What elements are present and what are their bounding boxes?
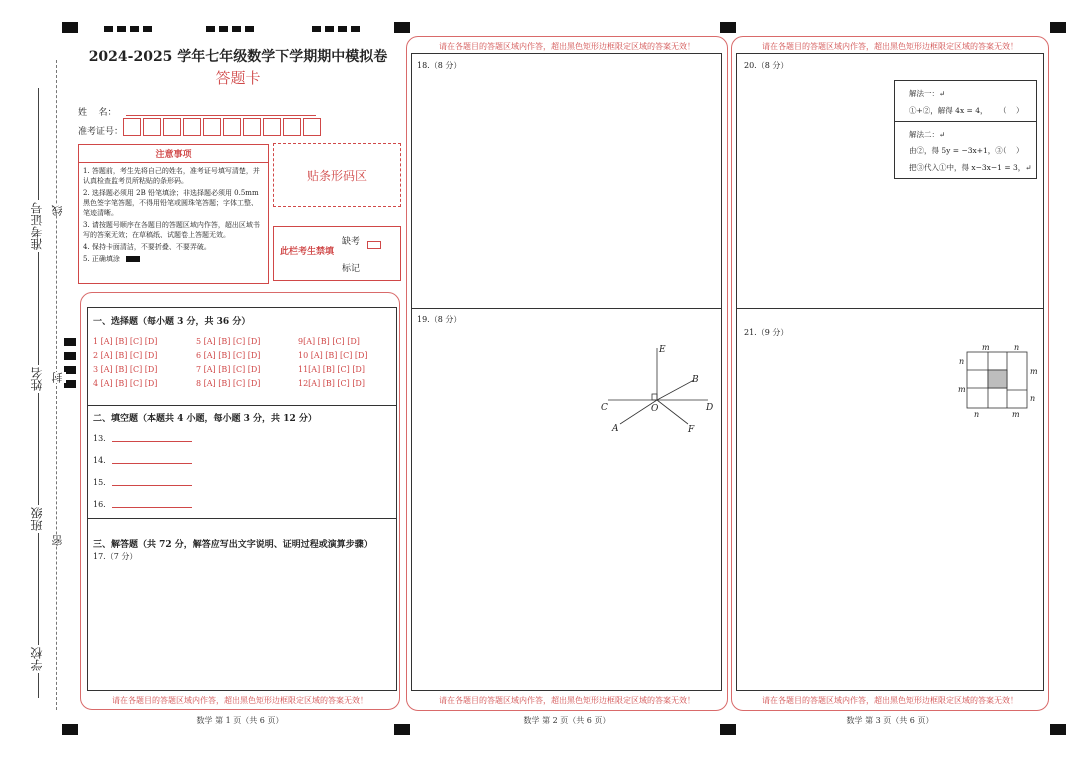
absent-box	[273, 226, 401, 281]
method1-line: ①+②，解得 4x = 4，	[909, 106, 988, 115]
point-label-d: D	[706, 403, 714, 413]
absent-label: 缺考	[342, 237, 361, 247]
solution-box	[894, 80, 1037, 179]
method2-blank[interactable]: （ ）	[999, 146, 1024, 155]
side-label-secret: 密	[51, 535, 64, 546]
choice-item[interactable]: 7 [A] [B] [C] [D]	[196, 365, 261, 374]
point-label-a: A	[612, 424, 619, 434]
fill-number: 13.	[93, 434, 106, 443]
method2-line1: 由②，得 5y = −3x+1，③	[909, 146, 1003, 155]
point-label-e: E	[659, 345, 666, 355]
page2-warning-top: 请在各题目的答题区域内作答，超出黑色矩形边框限定区域的答案无效！	[439, 42, 695, 51]
side-label-n: n	[1030, 394, 1036, 403]
side-label-school: 学校	[30, 647, 44, 671]
fill-number: 15.	[93, 478, 106, 487]
notice-item: 1. 答题前，考生先将自己的姓名，准考证号填写清楚，并认真检查监考员所粘贴的条形码。	[83, 167, 260, 185]
question-19-label: 19.（8 分）	[417, 315, 462, 324]
fill-answer-line[interactable]	[112, 441, 192, 442]
choice-item[interactable]: 1 [A] [B] [C] [D]	[93, 337, 158, 346]
fill-answer-line[interactable]	[112, 463, 192, 464]
page2-warning-bottom: 请在各题目的答题区域内作答，超出黑色矩形边框限定区域的答案无效！	[439, 696, 695, 705]
choice-item[interactable]: 11[A] [B] [C] [D]	[298, 365, 365, 374]
page1-warning: 请在各题目的答题区域内作答，超出黑色矩形边框限定区域的答案无效！	[112, 696, 368, 705]
section3-title: 三、解答题（共 72 分，解答应写出文字说明、证明过程或演算步骤）	[93, 540, 373, 550]
point-label-c: C	[601, 403, 608, 413]
fill-number: 16.	[93, 500, 106, 509]
method2-title: 解法二：↵	[909, 130, 946, 139]
section1-title: 一、选择题（每小题 3 分，共 36 分）	[93, 317, 251, 327]
square-diagram	[955, 340, 1043, 422]
angle-diagram	[590, 338, 720, 438]
name-label: 姓 名：	[78, 108, 117, 118]
page3-warning-bottom: 请在各题目的答题区域内作答，超出黑色矩形边框限定区域的答案无效！	[762, 696, 1018, 705]
section-divider	[87, 405, 397, 406]
section2-title: 二、填空题（本题共 4 小题，每小题 3 分，共 12 分）	[93, 414, 317, 424]
question-17-label: 17.（7 分）	[93, 552, 138, 561]
side-label-m: m	[982, 343, 990, 352]
side-label-n: n	[959, 357, 965, 366]
side-label-name: 姓名	[30, 367, 44, 391]
side-label-n: n	[974, 410, 980, 419]
side-label-m: m	[1012, 410, 1020, 419]
correct-fill-sample	[126, 256, 140, 262]
choice-item[interactable]: 3 [A] [B] [C] [D]	[93, 365, 158, 374]
side-label-n: n	[1014, 343, 1020, 352]
q17-answer-area[interactable]	[88, 562, 396, 690]
choice-item[interactable]: 8 [A] [B] [C] [D]	[196, 379, 261, 388]
question-21-label: 21.（9 分）	[744, 328, 789, 337]
side-label-seal: 封	[51, 372, 64, 383]
side-label-class: 班级	[30, 507, 44, 531]
choice-item[interactable]: 10 [A] [B] [C] [D]	[298, 351, 368, 360]
notice-item: 3. 请按题号顺序在各题目的答题区域内作答，超出区域书写的答案无效；在草稿纸、试题卷上答题无效。	[83, 221, 260, 239]
choice-item[interactable]: 9[A] [B] [C] [D]	[298, 337, 360, 346]
q18-box[interactable]	[411, 53, 722, 309]
choice-item[interactable]: 5 [A] [B] [C] [D]	[196, 337, 261, 346]
absent-label-mark: 标记	[342, 264, 361, 274]
page2-footer: 数学 第 2 页（共 6 页）	[523, 716, 611, 725]
section-divider	[87, 518, 397, 519]
notice-item: 5. 正确填涂	[83, 255, 120, 263]
notice-item: 4. 保持卡面清洁，不要折叠、不要弄破。	[83, 243, 211, 251]
answer-card-title: 答题卡	[215, 69, 261, 87]
fill-number: 14.	[93, 456, 106, 465]
point-label-b: B	[692, 375, 699, 385]
point-label-f: F	[688, 425, 695, 435]
id-label: 准考证号：	[78, 127, 124, 137]
page1-footer: 数学 第 1 页（共 6 页）	[196, 716, 284, 725]
choice-item[interactable]: 6 [A] [B] [C] [D]	[196, 351, 261, 360]
page3-warning-top: 请在各题目的答题区域内作答，超出黑色矩形边框限定区域的答案无效！	[762, 42, 1018, 51]
id-number-grid[interactable]	[123, 118, 323, 136]
method1-title: 解法一：↵	[909, 89, 946, 98]
notice-item: 2. 选择题必须用 2B 铅笔填涂；非选择题必须用 0.5mm 黑色签字笔答题，不得用铅笔或圆珠笔答题；字体工整、笔迹清晰。	[83, 189, 259, 217]
notice-box	[78, 144, 269, 284]
choice-item[interactable]: 2 [A] [B] [C] [D]	[93, 351, 158, 360]
exam-title: 2024-2025 学年七年级数学下学期期中模拟卷	[88, 49, 388, 65]
question-20-label: 20.（8 分）	[744, 61, 789, 70]
absent-checkbox[interactable]	[367, 241, 381, 249]
fill-answer-line[interactable]	[112, 507, 192, 508]
question-18-label: 18.（8 分）	[417, 61, 462, 70]
side-label-id: 准考证号	[30, 202, 44, 250]
method2-line2: 把③代入①中，得 x−3x−1 = 3，↵	[909, 163, 1032, 172]
point-label-o: O	[651, 404, 659, 414]
choice-item[interactable]: 12[A] [B] [C] [D]	[298, 379, 365, 388]
absent-note: 此栏考生禁填	[280, 247, 335, 257]
side-label-m: m	[1030, 367, 1038, 376]
side-label-line: 线	[51, 205, 64, 216]
page3-footer: 数学 第 3 页（共 6 页）	[846, 716, 934, 725]
barcode-label: 贴条形码区	[306, 168, 367, 183]
solution-divider	[895, 121, 1036, 122]
method1-blank[interactable]: （ ）	[999, 106, 1024, 115]
fill-answer-line[interactable]	[112, 485, 192, 486]
choice-item[interactable]: 4 [A] [B] [C] [D]	[93, 379, 158, 388]
notice-title: 注意事项	[79, 145, 268, 163]
name-field[interactable]	[126, 115, 316, 116]
barcode-area	[273, 143, 401, 207]
side-label-m: m	[958, 385, 966, 394]
